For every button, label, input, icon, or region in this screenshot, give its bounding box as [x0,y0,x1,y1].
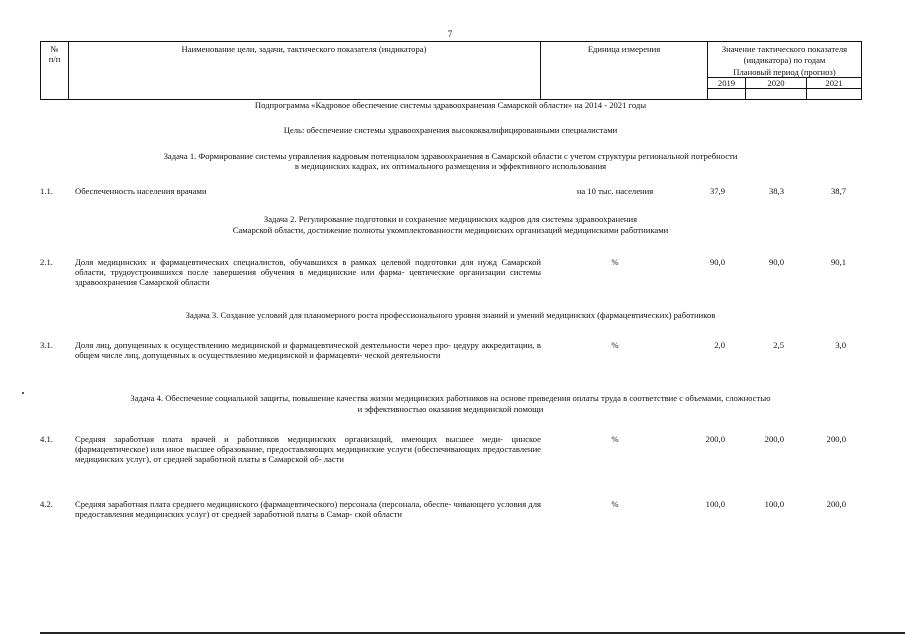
row-value-2019: 100,0 [705,499,725,509]
row-value-2021: 38,7 [830,186,846,196]
task-title-cont: Самарской области, достижение полноты укомплектованности медицинских организаций медицинскими работниками [232,225,669,235]
row-text: Обеспеченность населения врачами [75,186,207,196]
row-value-2020: 200,0 [764,434,784,444]
header-year-2019: 2019 [717,78,736,88]
header-col-unit: Единица измерения [587,44,661,54]
row-text: Доля лиц, допущенных к осуществлению медицинской и фармацевтической деятельности через про- цедуру аккредитации, в общем числе лиц, допущенных к осуществлению медицинской и фармацевти- ческой деятельности [75,340,541,360]
row-text: Средняя заработная плата среднего медицинского (фармацевтического) персонала (персонала, обеспе- чивающего условия для предоставления медицинских услуг) от средней заработной платы в Самар- ской области [75,499,541,519]
subprogram-title: Подпрограмма «Кадровое обеспечение системы здравоохранения Самарской области» на 2014 - 2021 годы [254,100,647,110]
row-text: Доля медицинских и фармацевтических специалистов, обучавшихся в рамках целевой подготовки для нужд Самарской области, трудоустроившихся после завершения обучения в медицинские или фарма- цевтические организации системы здравоохранения Самарской области [75,257,541,287]
header-col-period: Плановый период (прогноз) [733,67,836,77]
header-year-2020: 2020 [767,78,785,88]
row-value-2019: 90,0 [709,257,725,267]
row-unit: % [611,257,619,267]
task-title: Задача 1. Формирование системы управления кадровым потенциалом здравоохранения в Самарской области с учетом структуры региональной потребности [163,151,738,161]
page-number: 7 [447,29,453,39]
header-years-rule [707,88,861,89]
header-col-value-line2: (индикатора) по годам [743,55,826,65]
row-value-2019: 2,0 [714,340,725,350]
header-year-2021: 2021 [825,78,843,88]
header-col-name: Наименование цели, задачи, тактического показателя (индикатора) [181,44,427,54]
row-value-2020: 90,0 [768,257,784,267]
header-vline [861,41,862,100]
row-value-2020: 38,3 [768,186,784,196]
row-text: Средняя заработная плата врачей и работников медицинских организаций, имеющих высшее меди- цинское (фармацевтическое) или иное высшее образование, предоставляющих медицинские услуги (обеспечивающих предоставление медицинских услуг), от средней заработной платы в Самарской об- ласти [75,434,541,464]
row-value-2019: 37,9 [709,186,725,196]
row-unit: % [611,434,619,444]
header-top-rule [40,41,861,42]
row-value-2021: 3,0 [835,340,846,350]
row-unit: % [611,340,619,350]
row-number: 2.1. [40,257,53,267]
goal-title: Цель: обеспечение системы здравоохранения высококвалифицированными специалистами [283,125,618,135]
task-title-cont: в медицинских кадрах, их оптимального размещения и эффективного использования [294,161,607,171]
task-title: Задача 2. Регулирование подготовки и сохранение медицинских кадров для системы здравоохранения [263,214,638,224]
row-number: 1.1. [40,186,53,196]
row-number: 4.2. [40,499,53,509]
header-col-value-line1: Значение тактического показателя [721,44,848,54]
row-value-2019: 200,0 [705,434,725,444]
task-title: Задача 4. Обеспечение социальной защиты, повышение качества жизни медицинских работников на основе приведения оплаты труда в соответствие с объемами, сложностью [130,393,771,403]
row-value-2020: 2,5 [773,340,784,350]
row-value-2021: 90,1 [830,257,846,267]
row-value-2020: 100,0 [764,499,784,509]
bottom-rule [40,632,905,634]
row-unit: на 10 тыс. населения [576,186,654,196]
row-number: 4.1. [40,434,53,444]
scan-speck [22,392,24,394]
row-unit: % [611,499,619,509]
task-title-cont: и эффективностью оказания медицинской помощи [357,404,544,414]
header-col-number: № п/п [48,44,61,64]
row-value-2021: 200,0 [826,434,846,444]
row-number: 3.1. [40,340,53,350]
row-value-2021: 200,0 [826,499,846,509]
task-title: Задача 3. Создание условий для планомерного роста профессионального уровня знаний и умений медицинских (фармацевтических) работников [185,310,716,320]
